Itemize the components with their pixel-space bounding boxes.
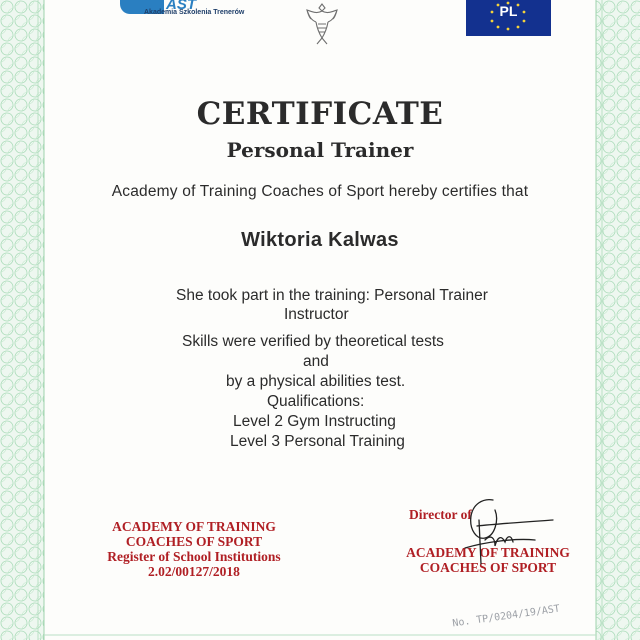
body-line-5: by a physical abilities test.: [226, 373, 406, 390]
register-number: 2.02/00127/2018: [148, 564, 240, 579]
director-title: Director of: [409, 507, 472, 522]
body-line-7: Level 2 Gym Instructing: [233, 413, 396, 430]
certifies-line: Academy of Training Coaches of Sport hereby certifies that: [111, 183, 529, 200]
director-academy-line-1: ACADEMY OF TRAINING: [406, 545, 570, 560]
body-line-8: Level 3 Personal Training: [230, 433, 405, 450]
director-signature: [425, 490, 585, 580]
body-line-6: Qualifications:: [267, 393, 365, 410]
body-line-3: Skills were verified by theoretical tests: [182, 333, 444, 350]
country-code: PL: [499, 3, 518, 19]
certificate-number-stamp: No. TP/0204/19/AST: [451, 603, 561, 630]
academy-line-2: COACHES OF SPORT: [125, 534, 263, 549]
ast-logo-caption: Akademia Szkolenia Trenerów: [144, 9, 245, 16]
recipient-name: Wiktoria Kalwas: [241, 229, 399, 251]
body-line-1: She took part in the training: Personal Trainer: [176, 287, 488, 304]
director-academy-line-2: COACHES OF SPORT: [419, 560, 557, 575]
body-line-4: and: [303, 353, 329, 370]
academy-register-block: [94, 519, 294, 579]
body-line-2: Instructor: [284, 306, 349, 323]
eu-flag: [466, 0, 551, 36]
ast-logo-text: AST: [166, 0, 196, 13]
academy-line-3: Register of School Institutions: [107, 549, 281, 564]
academy-line-1: ACADEMY OF TRAINING: [112, 519, 276, 534]
ast-logo: [120, 0, 250, 22]
polish-eagle-icon: [299, 0, 345, 46]
certificate-title: CERTIFICATE: [196, 96, 444, 132]
certificate-subtitle: Personal Trainer: [226, 138, 414, 162]
